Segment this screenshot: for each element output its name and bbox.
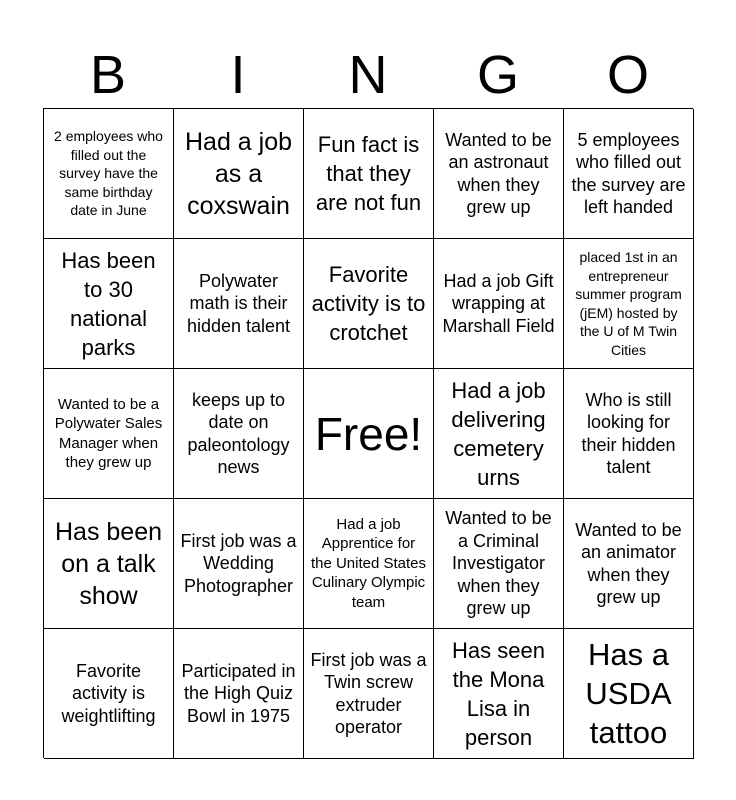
cell-text: Had a job as a coxswain [184,127,293,220]
bingo-cell-r5c1[interactable] [44,629,174,759]
cell-text: Wanted to be an animator when they grew up [575,519,682,607]
cell-text: First job was a Wedding Photographer [180,530,297,596]
header-letter-i: I [230,45,246,105]
bingo-cell-r1c4[interactable] [434,109,564,239]
cell-text: Wanted to be a Polywater Sales Manager when they grew up [54,395,163,471]
cell-text: Had a job Apprentice for the United States Culinary Olympic team [310,515,427,611]
bingo-cell-r2c3[interactable] [304,239,434,369]
cell-text: placed 1st in an entrepreneur summer program (jEM) hosted by the U of M Twin Cities [575,249,682,358]
cell-text: First job was a Twin screw extruder operator [310,649,427,737]
bingo-cell-r1c3[interactable] [304,109,434,239]
bingo-cell-r2c2[interactable] [174,239,304,369]
bingo-cell-r5c5[interactable] [564,629,694,759]
cell-text: Has been to 30 national parks [61,247,156,360]
bingo-cell-r5c3[interactable] [304,629,434,759]
cell-text: Has seen the Mona Lisa in person [452,637,545,750]
cell-text: Has been on a talk show [54,517,163,610]
bingo-cell-r1c1[interactable] [44,109,174,239]
bingo-cell-r2c4[interactable] [434,239,564,369]
bingo-cell-r3c5[interactable] [564,369,694,499]
cell-text: Fun fact is that they are not fun [315,132,422,215]
header-letter-n: N [348,45,388,105]
bingo-cell-r4c2[interactable] [174,499,304,629]
bingo-cell-r4c3[interactable] [304,499,434,629]
cell-text: 2 employees who filled out the survey have the same birthday date in June [54,128,163,219]
header-letter-g: G [476,45,519,105]
cell-text: Polywater math is their hidden talent [186,270,291,336]
bingo-cell-r2c5[interactable] [564,239,694,369]
bingo-cell-r1c5[interactable] [564,109,694,239]
header-letter-b: B [89,45,127,105]
bingo-board [43,108,693,758]
cell-text: Wanted to be a Criminal Investigator when they grew up [445,508,552,619]
bingo-cell-r4c1[interactable] [44,499,174,629]
bingo-cell-r1c2[interactable] [174,109,304,239]
cell-text: Favorite activity is to crotchet [311,262,426,345]
cell-text: Participated in the High Quiz Bowl in 1975 [181,660,296,726]
cell-text: Wanted to be an astronaut when they grew up [445,129,552,217]
bingo-cell-r5c4[interactable] [434,629,564,759]
cell-text: Has a USDA tattoo [585,637,672,750]
cell-text: Favorite activity is weightlifting [61,660,156,726]
cell-text: Had a job Gift wrapping at Marshall Field [442,270,555,336]
header-letter-o: O [606,45,649,105]
bingo-cell-r3c1[interactable] [44,369,174,499]
cell-text: keeps up to date on paleontology news [187,389,290,477]
bingo-cell-free[interactable] [304,369,434,499]
cell-text: Who is still looking for their hidden talent [581,389,676,477]
bingo-cell-r3c2[interactable] [174,369,304,499]
free-space-text: Free! [314,407,423,460]
cell-text: 5 employees who filled out the survey are left handed [571,129,686,217]
cell-text: Had a job delivering cemetery urns [451,377,546,490]
bingo-cell-r4c5[interactable] [564,499,694,629]
bingo-cell-r5c2[interactable] [174,629,304,759]
bingo-cell-r2c1[interactable] [44,239,174,369]
bingo-cell-r4c4[interactable] [434,499,564,629]
bingo-cell-r3c4[interactable] [434,369,564,499]
bingo-header [43,42,693,108]
